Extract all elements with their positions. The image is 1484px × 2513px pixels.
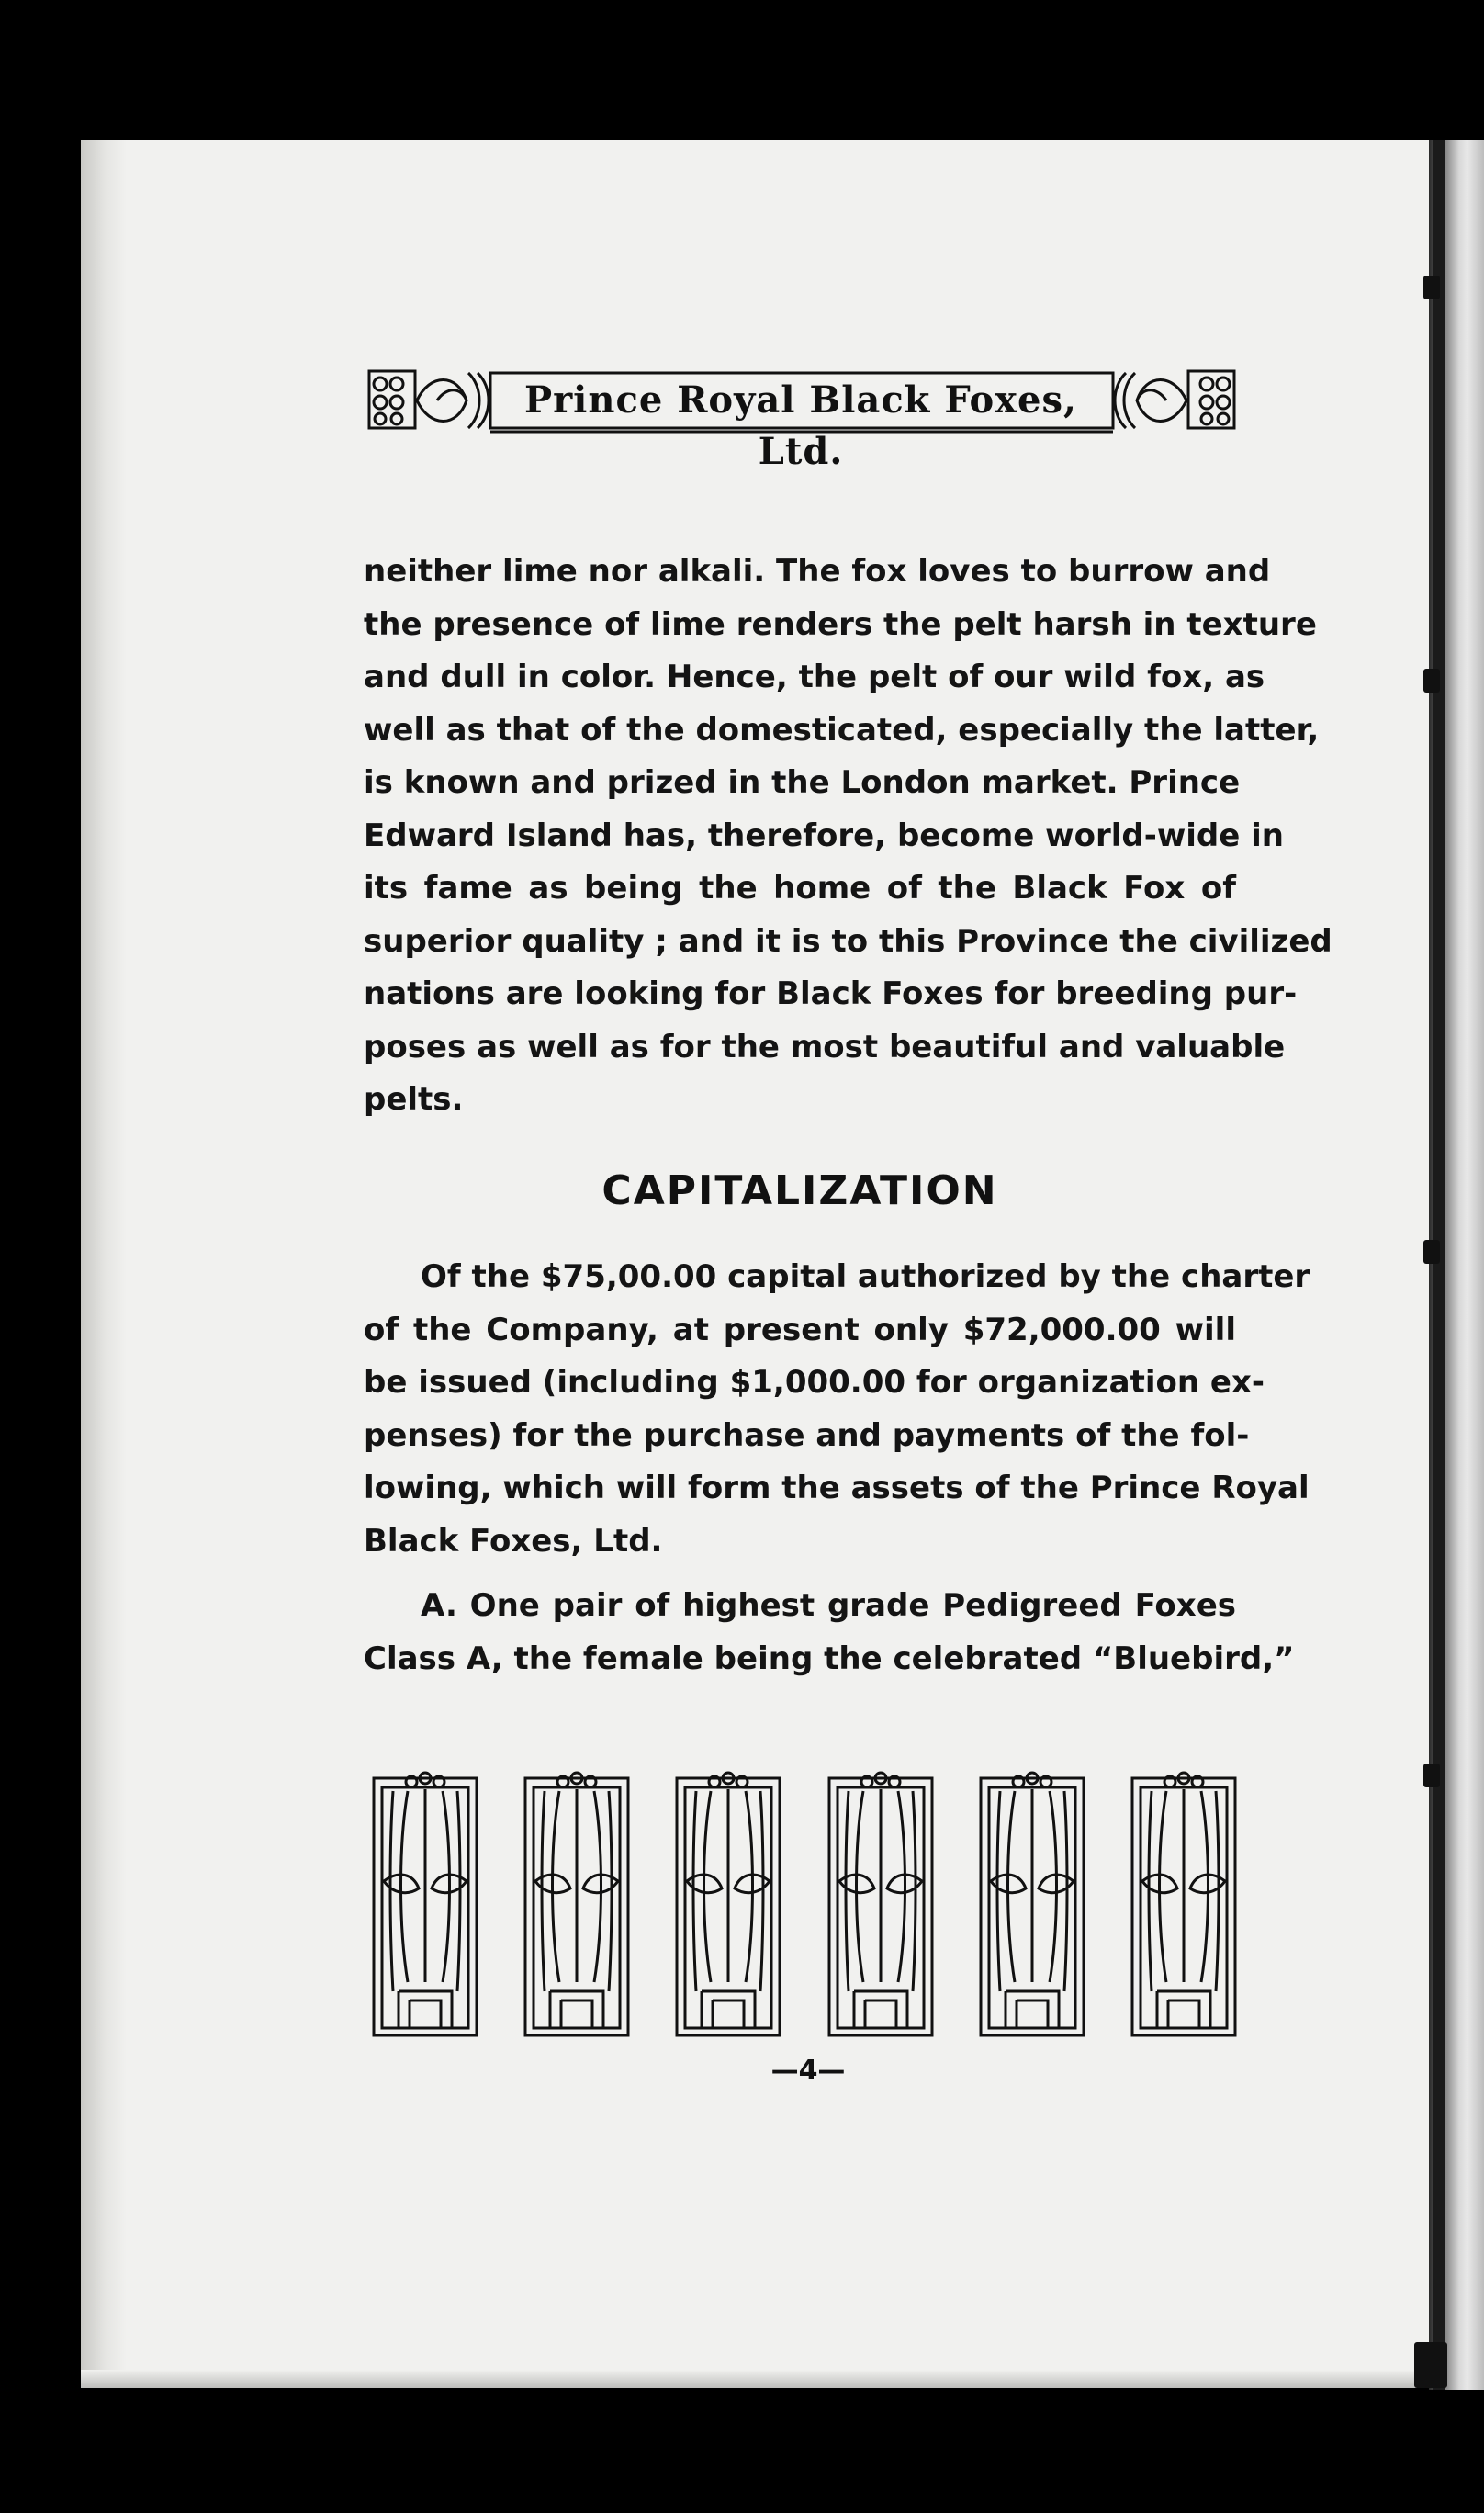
art-nouveau-panel-icon <box>826 1771 935 2039</box>
text-line: poses as well as for the most beautiful and valuable <box>364 1028 1286 1065</box>
binding-shadow <box>1433 140 1445 2390</box>
binding-notch <box>1423 669 1440 693</box>
text-line: the presence of lime renders the pelt harsh in texture <box>364 605 1317 643</box>
text-line: superior quality ; and it is to this Province the civilized <box>364 922 1332 960</box>
art-nouveau-panel-icon <box>978 1771 1086 2039</box>
text-line: Class A, the female being the celebrated “Bluebird,” <box>364 1640 1295 1677</box>
art-nouveau-panel-icon <box>674 1771 782 2039</box>
text-line: lowing, which will form the assets of the Prince Royal <box>364 1470 1310 1506</box>
text-line: well as that of the domesticated, especially the latter, <box>364 711 1320 749</box>
binding-notch <box>1423 276 1440 299</box>
text-line: Of the $75,00.00 capital authorized by the charter <box>421 1258 1310 1295</box>
art-nouveau-panel-icon <box>523 1771 631 2039</box>
text-line: its fame as being the home of the Black Fox of <box>364 870 1236 907</box>
ornament-row <box>371 1771 1238 2043</box>
company-title: Prince Royal Black Foxes, Ltd. <box>524 378 1077 473</box>
page-left-edge <box>81 140 127 2388</box>
page-bottom-edge <box>81 2370 1449 2388</box>
text-line: Black Foxes, Ltd. <box>364 1522 663 1560</box>
paragraph-capitalization <box>364 1251 1310 1568</box>
paragraph-item-a <box>364 1580 1295 1685</box>
text-line: is known and prized in the London market. Prince <box>364 764 1241 801</box>
text-line: A. One pair of highest grade Pedigreed Foxes <box>421 1587 1236 1624</box>
binding-notch <box>1423 1240 1440 1264</box>
section-heading: CAPITALIZATION <box>601 1167 998 1214</box>
page-number: —4— <box>770 2055 846 2087</box>
text-line: neither lime nor alkali. The fox loves to burrow and <box>364 553 1271 590</box>
text-line: and dull in color. Hence, the pelt of our wild fox, as <box>364 659 1265 695</box>
text-line: of the Company, at present only $72,000.00 will <box>364 1311 1236 1348</box>
paragraph-continued <box>364 546 1332 1127</box>
art-nouveau-panel-icon <box>1130 1771 1238 2039</box>
page-header <box>365 364 1238 473</box>
binding-notch <box>1423 1764 1440 1787</box>
text-line: be issued (including $1,000.00 for organization ex- <box>364 1364 1265 1401</box>
text-line: nations are looking for Black Foxes for breeding pur- <box>364 975 1298 1012</box>
text-line: Edward Island has, therefore, become world-wide in <box>364 817 1284 854</box>
binding-notch <box>1414 2342 1447 2388</box>
text-line: pelts. <box>364 1081 464 1118</box>
art-nouveau-panel-icon <box>371 1771 479 2039</box>
text-line: penses) for the purchase and payments of the fol- <box>364 1416 1250 1454</box>
